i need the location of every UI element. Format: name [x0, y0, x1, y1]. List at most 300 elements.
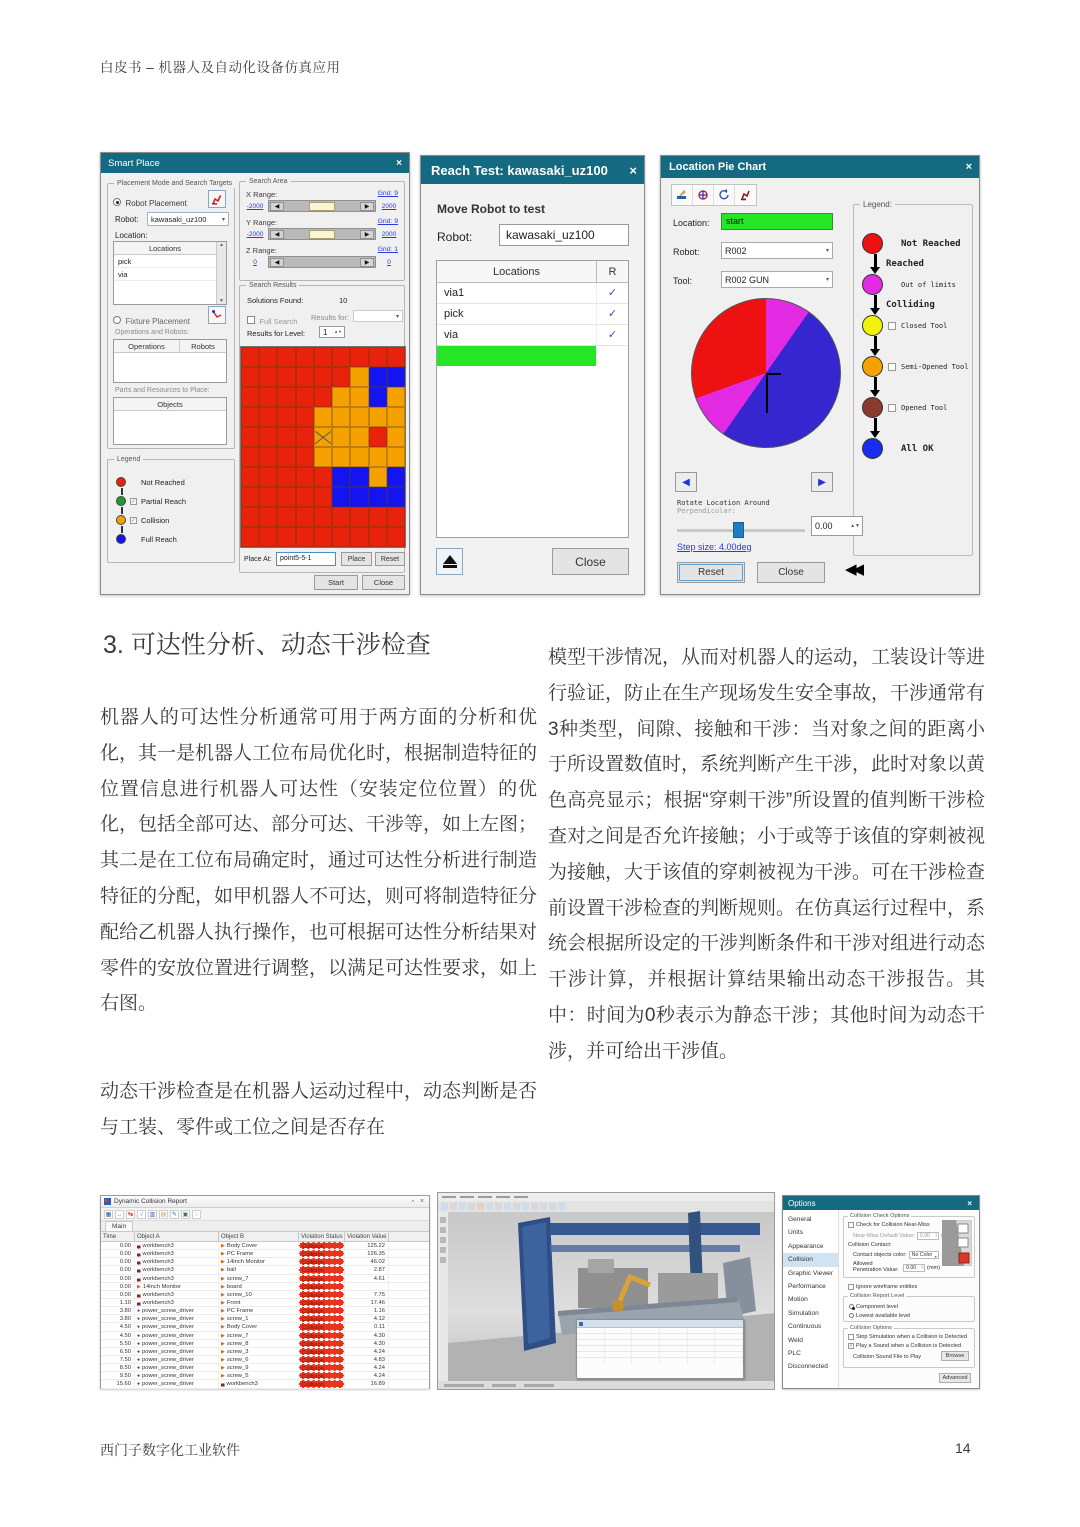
window-buttons[interactable]: ▫ × [411, 1198, 426, 1205]
collision-table-row[interactable] [101, 1340, 429, 1348]
object-b-name: workbench3 [226, 1381, 258, 1388]
grid-cell[interactable] [241, 427, 259, 447]
grid-cell[interactable] [350, 487, 368, 507]
object-b-icon: ▶ [221, 1340, 225, 1347]
violation-value: 1.16 [345, 1307, 389, 1314]
grid-cell[interactable] [314, 447, 332, 467]
range-min-link[interactable]: 0 [253, 258, 257, 266]
options-sidebar-item[interactable]: Collision [783, 1253, 838, 1266]
grid-cell[interactable] [296, 347, 314, 367]
rotate-right-button[interactable]: ▶ [811, 472, 833, 492]
legend-label: Full Reach [141, 534, 177, 544]
grid-cell[interactable] [314, 347, 332, 367]
options-sidebar-item[interactable]: Units [788, 1229, 804, 1237]
reach-test-titlebar[interactable] [421, 156, 644, 184]
expand-icon[interactable]: ↔ [116, 1211, 123, 1218]
grid-cell[interactable] [314, 487, 332, 507]
fixture-placement-radio[interactable] [113, 311, 190, 329]
collision-table-row[interactable] [101, 1250, 429, 1258]
grid-cell[interactable] [387, 387, 405, 407]
collision-table-row[interactable] [101, 1380, 429, 1388]
grid-cell[interactable] [369, 507, 387, 527]
grid-cell[interactable] [332, 347, 350, 367]
scroll-down-icon[interactable]: ▼ [219, 298, 224, 304]
reset-button[interactable]: Reset [677, 562, 745, 583]
collision-table-row[interactable] [101, 1275, 429, 1283]
grid-cell[interactable] [296, 447, 314, 467]
range-slider[interactable] [268, 256, 376, 268]
signal-icon[interactable]: √ [137, 1210, 146, 1219]
ignore-wireframe-row[interactable] [848, 1284, 917, 1290]
grid-cell[interactable] [277, 407, 295, 427]
results-level-label: Results for Level: [247, 329, 305, 338]
near-miss-checkbox-row[interactable] [848, 1222, 930, 1228]
grid-cell[interactable] [332, 527, 350, 547]
full-search-checkbox[interactable] [247, 311, 297, 329]
refresh-icon[interactable] [714, 185, 735, 205]
advanced-button[interactable]: Advanced [939, 1373, 971, 1383]
smart-place-titlebar[interactable] [101, 153, 409, 173]
grid-cell[interactable] [332, 487, 350, 507]
grid-cell[interactable] [296, 527, 314, 547]
violation-status-badge: Collision [299, 1356, 344, 1363]
arrow-down-icon [870, 336, 880, 356]
robot-icon[interactable] [735, 185, 756, 205]
range-min-link[interactable]: -2000 [246, 230, 264, 238]
pie-legend-stage-label: Colliding [886, 300, 935, 310]
robot-combo[interactable] [721, 242, 833, 259]
locations-list[interactable] [113, 241, 227, 305]
slider-left-icon[interactable]: ◀ [270, 258, 284, 267]
grid-cell[interactable] [332, 507, 350, 527]
close-icon[interactable]: × [396, 157, 402, 169]
slider-handle[interactable] [733, 522, 744, 538]
collision-table-row[interactable] [101, 1332, 429, 1340]
locations-scrollbar[interactable] [216, 242, 226, 304]
range-label: Y Range: [246, 218, 278, 227]
close-button[interactable]: Close [362, 575, 405, 590]
collision-report-toolbar [101, 1208, 429, 1221]
collision-table-row[interactable] [101, 1258, 429, 1266]
stop-simulation-row[interactable] [848, 1334, 967, 1340]
robots-column-header[interactable]: Robots [180, 340, 226, 353]
robot-input[interactable]: kawasaki_uz100 [499, 224, 629, 246]
legend-checkbox[interactable]: ✓ [131, 498, 137, 505]
grid-cell[interactable] [296, 407, 314, 427]
solutions-found-label: Solutions Found: [247, 296, 304, 305]
object-a-icon: ● [137, 1332, 141, 1339]
grid-cell[interactable] [241, 347, 259, 367]
grid-cell[interactable] [332, 427, 350, 447]
violation-value: 4.12 [345, 1315, 389, 1322]
grid-cell[interactable] [332, 387, 350, 407]
jump-icon[interactable] [693, 185, 714, 205]
grid-cell[interactable] [296, 487, 314, 507]
reach-table-header[interactable] [437, 261, 628, 283]
reach-column-header[interactable]: R [608, 266, 617, 278]
radio-icon[interactable] [849, 1313, 854, 1318]
options-sidebar-item[interactable]: Appearance [788, 1242, 824, 1250]
slider-thumb[interactable] [309, 230, 335, 239]
grid-cell[interactable] [314, 367, 332, 387]
options-sidebar-item[interactable]: Continuous [788, 1323, 822, 1331]
radio-icon[interactable] [113, 316, 121, 324]
grid-cell[interactable] [241, 527, 259, 547]
pie-chart-titlebar[interactable] [661, 156, 979, 178]
penetration-spinner[interactable]: 0.00 ˄˅ [903, 1264, 925, 1272]
collision-time: 15.60 [101, 1380, 135, 1387]
slider-left-icon[interactable]: ◀ [270, 202, 284, 211]
object-a-name: power_screw_driver [142, 1308, 194, 1315]
object-a-icon: ● [137, 1365, 141, 1372]
grid-cell[interactable] [369, 467, 387, 487]
robot-icon [211, 193, 223, 205]
grid-cell[interactable] [369, 427, 387, 447]
grid-cell[interactable] [277, 427, 295, 447]
grid-cell[interactable] [332, 407, 350, 427]
operations-table-header[interactable] [114, 340, 226, 353]
objects-column-header[interactable]: Objects [114, 398, 226, 411]
robot-placement-icon-button[interactable] [208, 190, 226, 208]
checkbox-icon[interactable] [848, 1222, 854, 1228]
grid-cell[interactable] [350, 427, 368, 447]
grid-cell[interactable] [350, 467, 368, 487]
slider-left-icon[interactable]: ◀ [270, 230, 284, 239]
grid-cell[interactable] [387, 527, 405, 547]
reach-table-row[interactable] [437, 325, 628, 346]
objects-table[interactable] [113, 397, 227, 445]
range-label: Z Range: [246, 246, 277, 255]
collision-table-row[interactable] [101, 1283, 429, 1291]
start-button[interactable]: Start [314, 575, 358, 590]
grid-link[interactable]: Grid: 9 [377, 190, 398, 197]
radio-icon[interactable] [849, 1304, 854, 1309]
reset-button[interactable]: Reset [375, 552, 405, 566]
fixture-placement-icon-button[interactable] [208, 306, 226, 324]
options-sidebar-item[interactable]: Graphic Viewer [788, 1269, 833, 1277]
columns-icon[interactable]: ▤ [160, 1211, 167, 1218]
range-min-link[interactable]: -2000 [246, 202, 264, 210]
collision-report-title: Dynamic Collision Report [114, 1198, 187, 1205]
compare-icon[interactable]: ↹ [127, 1211, 134, 1218]
operations-table[interactable] [113, 339, 227, 383]
object-b-icon: ▶ [221, 1251, 225, 1258]
grid-cell[interactable] [259, 487, 277, 507]
grid-link[interactable]: Grid: 1 [377, 246, 398, 253]
collision-table-row[interactable] [101, 1299, 429, 1307]
object-a-name: 14inch Monitor [142, 1283, 181, 1290]
collision-table-row[interactable] [101, 1372, 429, 1380]
grid-cell[interactable] [387, 407, 405, 427]
legend-item [116, 469, 234, 488]
sequence-editor-titlebar[interactable] [577, 1320, 743, 1328]
selected-location-row[interactable] [437, 346, 597, 366]
grid-cell[interactable] [241, 447, 259, 467]
placement-grid[interactable] [240, 346, 406, 548]
reach-table-row[interactable] [437, 283, 628, 304]
close-icon[interactable]: × [965, 161, 972, 173]
violation-value: 16.89 [345, 1380, 389, 1387]
grid-cell[interactable] [350, 387, 368, 407]
collision-time: 8.50 [101, 1364, 135, 1371]
pie-legend-checkbox[interactable] [888, 363, 896, 371]
checkbox-icon[interactable] [247, 316, 255, 324]
collision-table-row[interactable] [101, 1364, 429, 1372]
results-level-spinner[interactable] [319, 326, 345, 338]
object-b-name: screw_10 [226, 1291, 252, 1298]
collision-report-tabs [101, 1221, 429, 1232]
grid-cell[interactable] [314, 467, 332, 487]
close-button[interactable]: Close [757, 562, 825, 583]
slider-thumb[interactable] [309, 202, 335, 211]
range-max-link[interactable]: 2000 [381, 202, 397, 210]
grid-cell[interactable] [369, 407, 387, 427]
grid-cell[interactable] [296, 387, 314, 407]
grid-cell[interactable] [387, 467, 405, 487]
edit-icon[interactable] [672, 185, 693, 205]
scroll-up-icon[interactable]: ▲ [219, 242, 224, 248]
collision-table-row[interactable] [101, 1315, 429, 1323]
robot-placement-radio[interactable] [113, 193, 187, 211]
location-list-item[interactable]: pick [114, 255, 216, 268]
radio-icon[interactable] [113, 198, 121, 206]
grid-cell[interactable] [277, 367, 295, 387]
export-icon[interactable]: ▣ [182, 1211, 189, 1218]
location-name: via [437, 325, 597, 345]
angle-value: 0.00 [815, 521, 833, 531]
violation-status-badge: Collision [299, 1291, 344, 1298]
grid-cell[interactable] [350, 347, 368, 367]
options-sidebar-item[interactable]: Disconnected [788, 1363, 828, 1371]
grid-cell[interactable] [259, 367, 277, 387]
report-level-radio-row[interactable] [849, 1311, 974, 1320]
grid-cell[interactable] [259, 447, 277, 467]
range-max-link[interactable]: 0 [387, 258, 391, 266]
object-b-icon: ▄ [221, 1381, 225, 1388]
grid-cell[interactable] [241, 487, 259, 507]
spinner-arrows-icon[interactable]: ▲▼ [850, 522, 860, 529]
collision-time: 0.00 [101, 1242, 135, 1249]
grid-cell[interactable] [259, 407, 277, 427]
object-b-name: 14inch Monitor [226, 1259, 265, 1266]
grid-cell[interactable] [259, 507, 277, 527]
checkbox-icon[interactable] [848, 1334, 854, 1340]
locations-column-header[interactable]: Locations [437, 261, 597, 282]
grid-cell[interactable] [369, 347, 387, 367]
object-a-icon: ● [137, 1348, 141, 1355]
grid-cell[interactable] [296, 367, 314, 387]
grid-cell[interactable] [350, 367, 368, 387]
slider-right-icon[interactable]: ▶ [360, 258, 374, 267]
grid-cell[interactable] [296, 507, 314, 527]
reach-locations-table[interactable] [436, 260, 629, 538]
near-miss-value-label: Near-Miss Default Value: [853, 1233, 915, 1239]
report-level-radio-row[interactable] [849, 1302, 974, 1311]
collision-time: 0.00 [101, 1258, 135, 1265]
violation-status-badge: Collision [299, 1315, 344, 1322]
grid-cell[interactable] [332, 467, 350, 487]
checkbox-checked-icon[interactable]: ✓ [849, 1343, 854, 1349]
grid-cell[interactable] [332, 367, 350, 387]
pie-legend-color-icon [862, 315, 883, 336]
near-miss-value-spinner[interactable]: 0.00 ˄˅ [917, 1232, 939, 1240]
close-icon[interactable]: × [629, 162, 637, 178]
angle-spinner[interactable] [811, 516, 863, 536]
place-at-input[interactable]: point5-5-1 [276, 552, 336, 566]
range-max-link[interactable]: 2000 [381, 230, 397, 238]
filter-icon[interactable]: ▥ [149, 1211, 156, 1218]
grid-cell[interactable] [277, 347, 295, 367]
grid-link[interactable]: Grid: 9 [377, 218, 398, 225]
grid-cell[interactable] [350, 447, 368, 467]
grid-cell[interactable] [296, 427, 314, 447]
options-main-panel [839, 1210, 979, 1388]
object-a-icon: ▄ [137, 1267, 141, 1274]
results-for-combo[interactable] [353, 310, 403, 322]
place-button[interactable]: Place [341, 552, 372, 566]
range-slider[interactable] [268, 200, 376, 212]
collision-table-row[interactable] [101, 1266, 429, 1274]
slider-right-icon[interactable]: ▶ [360, 230, 374, 239]
reach-table-row[interactable] [437, 304, 628, 325]
grid-cell[interactable] [350, 527, 368, 547]
step-size-link[interactable]: Step size: 4.00deg [677, 542, 752, 552]
grid-cell[interactable] [369, 527, 387, 547]
grid-cell[interactable] [277, 507, 295, 527]
arrow-down-icon [870, 418, 880, 438]
grid-cell[interactable] [387, 507, 405, 527]
grid-cell[interactable] [387, 347, 405, 367]
grid-cell[interactable] [241, 367, 259, 387]
grid-cell[interactable] [259, 427, 277, 447]
legend-checkbox[interactable]: ✓ [131, 517, 137, 524]
spinner-arrows-icon[interactable]: ▲▼ [334, 329, 342, 334]
grid-cell[interactable] [387, 367, 405, 387]
previous-location-icon[interactable]: ◀◀ [845, 561, 861, 578]
pie-legend-stage-label: Reached [886, 259, 924, 269]
browse-button[interactable]: Browse [941, 1351, 969, 1361]
collision-table-row[interactable] [101, 1348, 429, 1356]
range-slider[interactable] [268, 228, 376, 240]
tab-main[interactable]: Main [105, 1221, 133, 1231]
grid-cell[interactable] [387, 487, 405, 507]
grid-cell[interactable] [277, 467, 295, 487]
pie-legend-checkbox[interactable] [888, 322, 896, 330]
slider-right-icon[interactable]: ▶ [360, 202, 374, 211]
grid-cell[interactable] [277, 487, 295, 507]
grid-cell[interactable] [387, 447, 405, 467]
object-a-name: workbench3 [142, 1251, 174, 1258]
contact-color-combo[interactable]: No Color ▾ [909, 1251, 939, 1259]
grid-cell[interactable] [277, 387, 295, 407]
grid-cell[interactable] [332, 447, 350, 467]
collision-table-row[interactable] [101, 1307, 429, 1315]
checkbox-icon[interactable] [848, 1284, 854, 1290]
grid-cell[interactable] [241, 507, 259, 527]
pie-legend-checkbox[interactable] [888, 404, 896, 412]
grid-cell[interactable] [259, 387, 277, 407]
violation-value: 4.30 [345, 1340, 389, 1347]
grid-cell[interactable] [387, 427, 405, 447]
grid-cell[interactable] [369, 387, 387, 407]
options-sidebar-item[interactable]: Simulation [788, 1309, 819, 1317]
grid-cell[interactable] [369, 487, 387, 507]
results-for-label: Results for: [311, 313, 349, 322]
grid-cell[interactable] [259, 467, 277, 487]
collision-report-icon [104, 1198, 111, 1205]
collision-report-titlebar[interactable] [101, 1196, 429, 1208]
simulation-viewport-window[interactable] [437, 1192, 775, 1390]
grid-cell[interactable] [259, 527, 277, 547]
violation-status-badge: Collision [299, 1242, 344, 1249]
grid-cell[interactable] [350, 407, 368, 427]
collision-table-row[interactable] [101, 1291, 429, 1299]
rotate-slider[interactable] [677, 522, 805, 538]
options-sidebar-item[interactable]: Performance [788, 1282, 826, 1290]
options-titlebar[interactable] [783, 1196, 979, 1210]
violation-status-badge: Collision [299, 1266, 344, 1273]
violation-value: 4.61 [345, 1275, 389, 1282]
move-robot-button[interactable] [436, 548, 463, 575]
location-input[interactable]: start [721, 213, 833, 230]
edit-icon[interactable]: ✎ [171, 1211, 178, 1218]
pie-legend-item [862, 213, 972, 254]
tool-combo[interactable] [721, 271, 833, 288]
locations-list-header[interactable]: Locations [114, 242, 216, 255]
grid-cell[interactable] [241, 387, 259, 407]
grid-cell[interactable] [314, 387, 332, 407]
pie-legend-color-icon [862, 356, 883, 377]
search-icon[interactable]: ◌ [192, 1210, 201, 1219]
grid-cell[interactable] [314, 407, 332, 427]
grid-cell[interactable] [350, 507, 368, 527]
collision-table-row[interactable] [101, 1356, 429, 1364]
robot-combo[interactable] [147, 212, 229, 226]
report-icon[interactable]: ▦ [105, 1211, 112, 1218]
violation-status-badge: Collision [299, 1372, 344, 1379]
grid-cell[interactable] [277, 527, 295, 547]
object-b-name: screw_1 [226, 1316, 249, 1323]
close-button[interactable]: Close [552, 548, 629, 575]
collision-table-row[interactable] [101, 1242, 429, 1250]
grid-cell[interactable] [314, 427, 332, 447]
grid-cell[interactable] [296, 467, 314, 487]
grid-cell[interactable] [277, 447, 295, 467]
options-sidebar-item[interactable]: Weld [788, 1336, 803, 1344]
sequence-editor-panel[interactable] [576, 1319, 744, 1379]
options-sidebar-item[interactable]: General [788, 1216, 812, 1223]
grid-cell[interactable] [314, 527, 332, 547]
options-sidebar-item[interactable]: PLC [788, 1349, 801, 1357]
collision-table-row[interactable] [101, 1323, 429, 1331]
grid-cell[interactable] [259, 347, 277, 367]
grid-cell[interactable] [369, 367, 387, 387]
collision-table-header[interactable]: Time Object A Object B Violation Status Violation Value [101, 1232, 429, 1242]
location-list-item[interactable]: via [114, 268, 216, 281]
options-sidebar-item[interactable]: Motion [788, 1296, 808, 1304]
operations-column-header[interactable]: Operations [114, 340, 180, 353]
location-pie[interactable] [691, 298, 841, 448]
rotate-left-button[interactable]: ◀ [675, 472, 697, 492]
grid-cell[interactable] [241, 467, 259, 487]
grid-cell[interactable] [314, 507, 332, 527]
play-sound-row[interactable] [848, 1343, 961, 1349]
grid-cell[interactable] [241, 407, 259, 427]
legend-color-icon [116, 477, 126, 487]
close-icon[interactable]: × [967, 1198, 972, 1208]
grid-cell[interactable] [369, 447, 387, 467]
violation-value: 46.02 [345, 1258, 389, 1265]
